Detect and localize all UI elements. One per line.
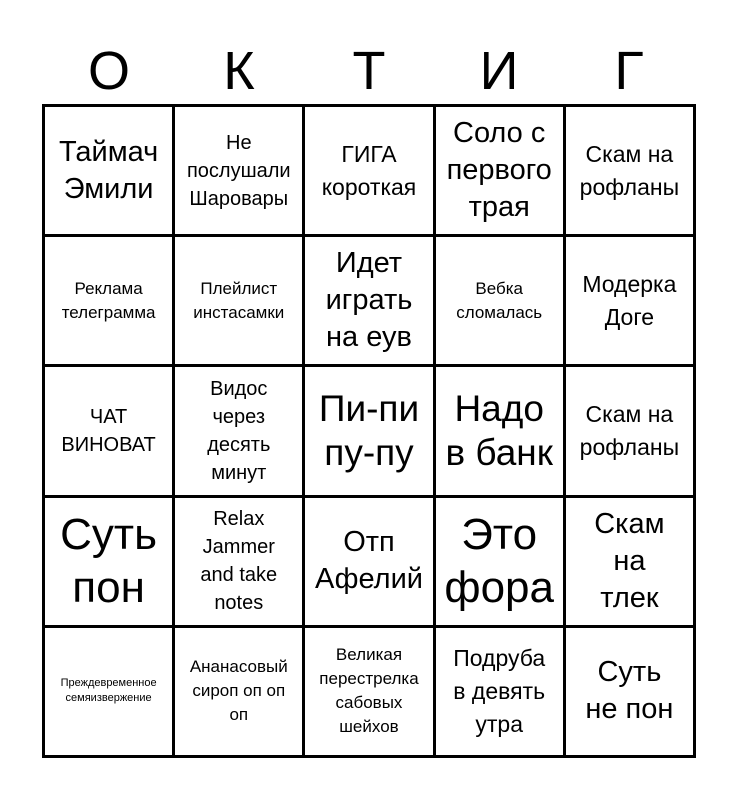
bingo-cell-text: ГИГА короткая [321, 140, 417, 200]
bingo-cell[interactable] [45, 107, 172, 234]
bingo-cell-text: Скам на тлек [594, 507, 665, 614]
bingo-cell-text: Идет играть на еув [325, 247, 413, 354]
bingo-cell[interactable] [175, 367, 302, 494]
bingo-cell-text: Это фора [444, 510, 554, 613]
bingo-cell[interactable] [436, 367, 563, 494]
bingo-cell[interactable] [45, 367, 172, 494]
bingo-cell[interactable] [45, 237, 172, 364]
bingo-cell-text: Видос через десять минут [207, 377, 271, 484]
header-letter-k: К [223, 41, 255, 101]
bingo-cell[interactable] [305, 107, 432, 234]
bingo-cell-text: Реклама телеграмма [61, 278, 156, 322]
bingo-header [44, 38, 694, 104]
bingo-cell-text: Не послушали Шаровары [186, 131, 291, 210]
bingo-cell-text: Плейлист инстасамки [193, 278, 285, 322]
bingo-cell[interactable] [305, 498, 432, 625]
bingo-cell-text: Ананасовый сироп оп оп оп [189, 657, 288, 725]
bingo-cell[interactable] [566, 498, 693, 625]
bingo-cell[interactable] [566, 237, 693, 364]
bingo-cell-text: ЧАТ ВИНОВАТ [61, 405, 156, 456]
header-letter-t: Т [352, 41, 386, 101]
bingo-cell-text: Надо в банк [445, 387, 553, 473]
bingo-cell-text: Великая перестрелка сабовых шейхов [319, 645, 419, 737]
bingo-cell[interactable] [436, 498, 563, 625]
bingo-cell[interactable] [175, 237, 302, 364]
bingo-cell-text: Relax Jammer and take notes [200, 508, 278, 615]
bingo-cell[interactable] [436, 628, 563, 755]
bingo-cell[interactable] [305, 237, 432, 364]
bingo-cell[interactable] [566, 628, 693, 755]
bingo-cell[interactable] [175, 628, 302, 755]
bingo-cell-text: Модерка Доге [582, 270, 677, 330]
bingo-cell-text: Пи-пи пу-пу [318, 387, 420, 473]
header-letter-i: И [479, 41, 519, 101]
bingo-board [42, 104, 696, 758]
header-letter-g: Г [614, 41, 644, 101]
bingo-cell[interactable] [45, 498, 172, 625]
bingo-cell[interactable] [566, 367, 693, 494]
header-letter-o: О [87, 41, 130, 101]
bingo-cell[interactable] [175, 107, 302, 234]
bingo-cell[interactable] [436, 107, 563, 234]
bingo-cell-text: Суть пон [60, 510, 158, 613]
bingo-cell-text: Соло с первого трая [446, 117, 552, 224]
bingo-cell-text: Подруба в девять утра [453, 644, 546, 737]
bingo-cell[interactable] [45, 628, 172, 755]
bingo-cell-text: Скам на рофланы [579, 140, 680, 200]
bingo-cell-text: Отп Афелий [314, 526, 423, 596]
bingo-cell-text: Вебка сломалась [456, 278, 543, 322]
bingo-cell-text: Преждевременное семяизвержение [60, 677, 157, 705]
bingo-cell[interactable] [305, 367, 432, 494]
bingo-cell[interactable] [436, 237, 563, 364]
bingo-cell[interactable] [305, 628, 432, 755]
bingo-cell[interactable] [175, 498, 302, 625]
bingo-cell[interactable] [566, 107, 693, 234]
bingo-cell-text: Таймач Эмили [58, 135, 159, 205]
bingo-cell-text: Скам на рофланы [579, 400, 680, 460]
bingo-cell-text: Суть не пон [585, 656, 674, 726]
